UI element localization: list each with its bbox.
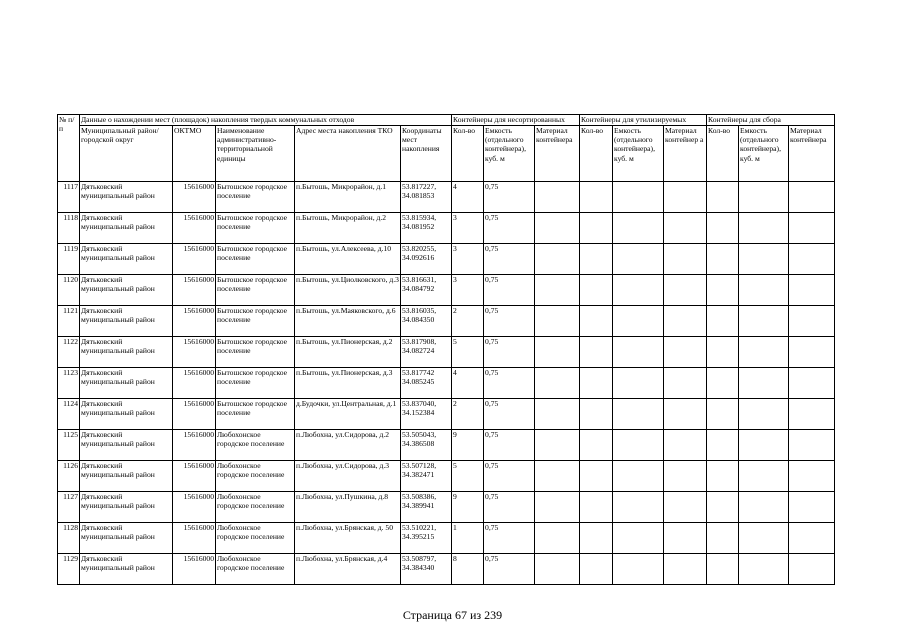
row-admin-unit: Бытошское городское поселение <box>216 306 295 337</box>
empty-cell <box>789 182 835 213</box>
header-count-collect: Кол-во <box>707 126 739 182</box>
empty-cell <box>535 523 580 554</box>
empty-cell <box>707 430 739 461</box>
row-district: Дятьковский муниципальный район <box>80 523 173 554</box>
empty-cell <box>739 306 789 337</box>
row-capacity: 0,75 <box>484 244 535 275</box>
empty-cell <box>580 213 613 244</box>
empty-cell <box>613 182 664 213</box>
table-row <box>58 337 835 368</box>
empty-cell <box>535 461 580 492</box>
row-count: 9 <box>452 492 484 523</box>
empty-cell <box>535 182 580 213</box>
header-oktmo: ОКТМО <box>173 126 216 182</box>
header-group-collect: Контейнеры для сбора <box>707 115 835 126</box>
empty-cell <box>739 461 789 492</box>
empty-cell <box>664 492 707 523</box>
empty-cell <box>789 337 835 368</box>
row-district: Дятьковский муниципальный район <box>80 430 173 461</box>
empty-cell <box>580 182 613 213</box>
table-row <box>58 244 835 275</box>
row-admin-unit: Любохонское городское поселение <box>216 492 295 523</box>
empty-cell <box>739 430 789 461</box>
empty-cell <box>664 337 707 368</box>
row-admin-unit: Любохонское городское поселение <box>216 461 295 492</box>
empty-cell <box>707 399 739 430</box>
row-address: п.Бытошь, Микрорайон, д.1 <box>295 182 401 213</box>
empty-cell <box>789 213 835 244</box>
table-row <box>58 275 835 306</box>
row-oktmo: 15616000 <box>173 337 216 368</box>
row-number: 1123 <box>58 368 80 399</box>
row-oktmo: 15616000 <box>173 461 216 492</box>
empty-cell <box>739 399 789 430</box>
empty-cell <box>789 275 835 306</box>
empty-cell <box>789 461 835 492</box>
empty-cell <box>739 182 789 213</box>
row-district: Дятьковский муниципальный район <box>80 554 173 585</box>
row-number: 1125 <box>58 430 80 461</box>
table-row <box>58 399 835 430</box>
header-coords: Координаты мест накопления <box>401 126 452 182</box>
header-capacity-recycled: Емкость (отдельного контейнера), куб. м <box>613 126 664 182</box>
header-capacity: Емкость (отдельного контейнера), куб. м <box>484 126 535 182</box>
row-count: 3 <box>452 213 484 244</box>
header-group-unsorted: Контейнеры для несортированных <box>452 115 580 126</box>
row-number: 1124 <box>58 399 80 430</box>
empty-cell <box>613 275 664 306</box>
row-district: Дятьковский муниципальный район <box>80 306 173 337</box>
row-count: 5 <box>452 337 484 368</box>
empty-cell <box>664 368 707 399</box>
empty-cell <box>789 368 835 399</box>
row-district: Дятьковский муниципальный район <box>80 368 173 399</box>
empty-cell <box>580 523 613 554</box>
row-count: 1 <box>452 523 484 554</box>
empty-cell <box>535 554 580 585</box>
row-address: п.Бытошь, Микрорайон, д.2 <box>295 213 401 244</box>
row-oktmo: 15616000 <box>173 523 216 554</box>
header-address: Адрес места накопления ТКО <box>295 126 401 182</box>
empty-cell <box>613 368 664 399</box>
empty-cell <box>707 275 739 306</box>
empty-cell <box>535 275 580 306</box>
table-row <box>58 430 835 461</box>
row-admin-unit: Бытошское городское поселение <box>216 399 295 430</box>
row-oktmo: 15616000 <box>173 244 216 275</box>
row-admin-unit: Любохонское городское поселение <box>216 523 295 554</box>
empty-cell <box>535 306 580 337</box>
empty-cell <box>739 244 789 275</box>
empty-cell <box>739 368 789 399</box>
empty-cell <box>580 368 613 399</box>
row-oktmo: 15616000 <box>173 368 216 399</box>
header-capacity-collect: Емкость (отдельного контейнера), куб. м <box>739 126 789 182</box>
row-admin-unit: Любохонское городское поселение <box>216 554 295 585</box>
row-count: 8 <box>452 554 484 585</box>
row-admin-unit: Бытошское городское поселение <box>216 368 295 399</box>
empty-cell <box>707 182 739 213</box>
row-district: Дятьковский муниципальный район <box>80 337 173 368</box>
empty-cell <box>613 554 664 585</box>
row-coords: 53.816631, 34.084792 <box>401 275 452 306</box>
row-district: Дятьковский муниципальный район <box>80 275 173 306</box>
row-address: п.Бытошь, ул.Пионерская, д.2 <box>295 337 401 368</box>
table-row <box>58 523 835 554</box>
row-capacity: 0,75 <box>484 523 535 554</box>
table-row <box>58 492 835 523</box>
row-number: 1129 <box>58 554 80 585</box>
empty-cell <box>707 523 739 554</box>
empty-cell <box>613 461 664 492</box>
row-oktmo: 15616000 <box>173 306 216 337</box>
empty-cell <box>613 306 664 337</box>
row-count: 3 <box>452 244 484 275</box>
row-coords: 53.815934, 34.081952 <box>401 213 452 244</box>
row-district: Дятьковский муниципальный район <box>80 182 173 213</box>
row-coords: 53.817908, 34.082724 <box>401 337 452 368</box>
empty-cell <box>535 399 580 430</box>
empty-cell <box>580 554 613 585</box>
empty-cell <box>739 275 789 306</box>
empty-cell <box>707 461 739 492</box>
row-capacity: 0,75 <box>484 182 535 213</box>
row-capacity: 0,75 <box>484 368 535 399</box>
empty-cell <box>664 399 707 430</box>
row-number: 1122 <box>58 337 80 368</box>
header-material-recycled: Материал контейнер а <box>664 126 707 182</box>
row-capacity: 0,75 <box>484 337 535 368</box>
row-coords: 53.505043, 34.386508 <box>401 430 452 461</box>
empty-cell <box>535 492 580 523</box>
row-oktmo: 15616000 <box>173 399 216 430</box>
row-address: п.Любохна, ул.Брянская, д.4 <box>295 554 401 585</box>
empty-cell <box>739 523 789 554</box>
table-row <box>58 554 835 585</box>
row-district: Дятьковский муниципальный район <box>80 213 173 244</box>
empty-cell <box>580 430 613 461</box>
empty-cell <box>664 275 707 306</box>
empty-cell <box>535 430 580 461</box>
row-count: 2 <box>452 306 484 337</box>
row-capacity: 0,75 <box>484 399 535 430</box>
empty-cell <box>580 461 613 492</box>
empty-cell <box>707 492 739 523</box>
empty-cell <box>613 244 664 275</box>
row-admin-unit: Бытошское городское поселение <box>216 337 295 368</box>
empty-cell <box>707 554 739 585</box>
row-admin-unit: Бытошское городское поселение <box>216 213 295 244</box>
row-coords: 53.507128, 34.382471 <box>401 461 452 492</box>
row-count: 2 <box>452 399 484 430</box>
empty-cell <box>580 244 613 275</box>
header-count: Кол-во <box>452 126 484 182</box>
empty-cell <box>707 337 739 368</box>
table-row <box>58 306 835 337</box>
empty-cell <box>664 306 707 337</box>
table-row <box>58 182 835 213</box>
row-number: 1126 <box>58 461 80 492</box>
row-district: Дятьковский муниципальный район <box>80 244 173 275</box>
row-coords: 53.816035, 34.084350 <box>401 306 452 337</box>
row-address: п.Бытошь, ул.Циолковского, д.3 <box>295 275 401 306</box>
table-row <box>58 461 835 492</box>
row-admin-unit: Бытошское городское поселение <box>216 244 295 275</box>
row-address: п.Бытошь, ул.Алексеева, д.10 <box>295 244 401 275</box>
row-count: 4 <box>452 368 484 399</box>
row-oktmo: 15616000 <box>173 554 216 585</box>
row-address: п.Любохна, ул.Брянская, д. 50 <box>295 523 401 554</box>
row-number: 1117 <box>58 182 80 213</box>
empty-cell <box>580 306 613 337</box>
row-count: 9 <box>452 430 484 461</box>
header-material-collect: Материал контейнера <box>789 126 835 182</box>
row-address: п.Любохна, ул.Пушкина, д.8 <box>295 492 401 523</box>
empty-cell <box>707 213 739 244</box>
row-number: 1128 <box>58 523 80 554</box>
row-number: 1121 <box>58 306 80 337</box>
row-address: п.Любохна, ул.Сидорова, д.3 <box>295 461 401 492</box>
empty-cell <box>789 306 835 337</box>
row-coords: 53.817227, 34.081853 <box>401 182 452 213</box>
header-material: Материал контейнера <box>535 126 580 182</box>
empty-cell <box>613 337 664 368</box>
empty-cell <box>739 337 789 368</box>
empty-cell <box>664 430 707 461</box>
empty-cell <box>580 337 613 368</box>
empty-cell <box>664 461 707 492</box>
row-district: Дятьковский муниципальный район <box>80 461 173 492</box>
row-count: 5 <box>452 461 484 492</box>
empty-cell <box>580 492 613 523</box>
empty-cell <box>535 244 580 275</box>
row-oktmo: 15616000 <box>173 213 216 244</box>
row-coords: 53.820255, 34.092616 <box>401 244 452 275</box>
row-oktmo: 15616000 <box>173 275 216 306</box>
row-number: 1119 <box>58 244 80 275</box>
row-admin-unit: Любохонское городское поселение <box>216 430 295 461</box>
empty-cell <box>664 213 707 244</box>
row-address: д.Будочки, ул.Центральная, д.1 <box>295 399 401 430</box>
empty-cell <box>613 399 664 430</box>
empty-cell <box>613 492 664 523</box>
row-coords: 53.508386, 34.389941 <box>401 492 452 523</box>
empty-cell <box>613 430 664 461</box>
empty-cell <box>664 523 707 554</box>
empty-cell <box>707 244 739 275</box>
table-row <box>58 368 835 399</box>
row-district: Дятьковский муниципальный район <box>80 399 173 430</box>
empty-cell <box>580 275 613 306</box>
empty-cell <box>707 368 739 399</box>
row-oktmo: 15616000 <box>173 182 216 213</box>
empty-cell <box>789 523 835 554</box>
waste-sites-table <box>57 114 835 585</box>
row-capacity: 0,75 <box>484 492 535 523</box>
row-count: 3 <box>452 275 484 306</box>
row-capacity: 0,75 <box>484 461 535 492</box>
row-number: 1120 <box>58 275 80 306</box>
row-address: п.Бытошь, ул.Маяковского, д.6 <box>295 306 401 337</box>
row-oktmo: 15616000 <box>173 492 216 523</box>
row-capacity: 0,75 <box>484 213 535 244</box>
header-num: № п/п <box>58 115 80 182</box>
empty-cell <box>739 554 789 585</box>
row-number: 1127 <box>58 492 80 523</box>
empty-cell <box>739 492 789 523</box>
empty-cell <box>789 244 835 275</box>
empty-cell <box>789 430 835 461</box>
header-district: Муниципальный район/городской округ <box>80 126 173 182</box>
empty-cell <box>739 213 789 244</box>
empty-cell <box>789 492 835 523</box>
empty-cell <box>613 213 664 244</box>
table-row <box>58 213 835 244</box>
row-coords: 53.837040, 34.152384 <box>401 399 452 430</box>
row-number: 1118 <box>58 213 80 244</box>
empty-cell <box>535 337 580 368</box>
row-coords: 53.817742 34.085245 <box>401 368 452 399</box>
header-count-recycled: Кол-во <box>580 126 613 182</box>
row-capacity: 0,75 <box>484 275 535 306</box>
row-district: Дятьковский муниципальный район <box>80 492 173 523</box>
header-admin-unit: Наименование административно-территориальной единицы <box>216 126 295 182</box>
header-group-data: Данные о нахождении мест (площадок) накопления твердых коммунальных отходов <box>80 115 452 126</box>
empty-cell <box>707 306 739 337</box>
row-admin-unit: Бытошское городское поселение <box>216 275 295 306</box>
empty-cell <box>664 182 707 213</box>
empty-cell <box>580 399 613 430</box>
row-oktmo: 15616000 <box>173 430 216 461</box>
row-coords: 53.508797, 34.384340 <box>401 554 452 585</box>
header-group-recycled: Контейнеры для утилизируемых <box>580 115 707 126</box>
empty-cell <box>789 554 835 585</box>
empty-cell <box>535 213 580 244</box>
empty-cell <box>664 554 707 585</box>
row-admin-unit: Бытошское городское поселение <box>216 182 295 213</box>
row-coords: 53.510221, 34.395215 <box>401 523 452 554</box>
row-capacity: 0,75 <box>484 430 535 461</box>
row-count: 4 <box>452 182 484 213</box>
row-capacity: 0,75 <box>484 306 535 337</box>
empty-cell <box>789 399 835 430</box>
row-capacity: 0,75 <box>484 554 535 585</box>
empty-cell <box>535 368 580 399</box>
row-address: п.Любохна, ул.Сидорова, д.2 <box>295 430 401 461</box>
empty-cell <box>664 244 707 275</box>
empty-cell <box>613 523 664 554</box>
page-footer: Страница 67 из 239 <box>402 608 503 622</box>
row-address: п.Бытошь, ул.Пионерская, д.3 <box>295 368 401 399</box>
